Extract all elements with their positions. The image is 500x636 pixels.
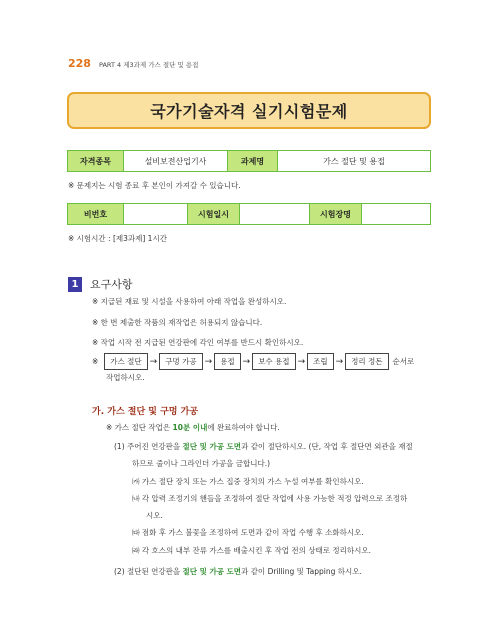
bullet-item: ※ 작업 시작 전 지급된 연강판에 각인 여부를 반드시 확인하시오. bbox=[92, 338, 304, 347]
item-2 bbox=[114, 566, 362, 577]
exam-date-field[interactable] bbox=[240, 204, 310, 225]
arrow-right-icon: → bbox=[335, 356, 344, 367]
arrow-right-icon: → bbox=[204, 356, 213, 367]
sub-item: ㈏ 각 압력 조정기의 핸들을 조정하여 절단 작업에 사용 가능한 적정 압력으로 조정하 bbox=[132, 494, 408, 503]
note-take-home: ※ 문제지는 시험 종료 후 본인이 가져갈 수 있습니다. bbox=[68, 181, 241, 190]
page-header bbox=[68, 57, 198, 70]
item-1 bbox=[114, 441, 413, 452]
drawing-reference-highlight: 절단 및 가공 도면 bbox=[182, 567, 242, 576]
task-label: 과제명 bbox=[228, 151, 278, 172]
exam-venue-label: 시험장명 bbox=[310, 204, 362, 225]
section-requirements bbox=[68, 276, 133, 292]
arrow-right-icon: → bbox=[297, 356, 306, 367]
qualification-label: 자격종목 bbox=[68, 151, 124, 172]
arrow-right-icon: → bbox=[242, 356, 251, 367]
work-sequence-flow bbox=[92, 353, 414, 370]
bullet-item: ※ 한 번 제출한 작품의 재작업은 허용되지 않습니다. bbox=[92, 318, 263, 327]
time-limit-highlight: 10분 이내 bbox=[172, 423, 208, 432]
flow-step: 정리 정돈 bbox=[345, 353, 388, 370]
seat-number-field[interactable] bbox=[124, 204, 188, 225]
sub-item: ㈐ 점화 후 가스 불꽃을 조정하여 도면과 같이 작업 수행 후 소화하시오. bbox=[132, 528, 364, 537]
page-number: 228 bbox=[68, 57, 91, 70]
flow-step: 구멍 가공 bbox=[159, 353, 202, 370]
item-text: 과 같이 Drilling 및 Tapping 하시오. bbox=[241, 567, 362, 576]
sub-item: ㈑ 각 호스의 내부 잔류 가스를 배출시킨 후 작업 전의 상태로 정리하시오. bbox=[132, 546, 371, 555]
subsection-title: 가. 가스 절단 및 구멍 가공 bbox=[92, 407, 199, 417]
time-limit-note bbox=[106, 422, 280, 433]
flow-suffix: 순서로 bbox=[392, 357, 415, 366]
time-note-text: ※ 가스 절단 작업은 bbox=[106, 423, 173, 432]
seat-number-label: 비번호 bbox=[68, 204, 124, 225]
exam-date-label: 시험일시 bbox=[188, 204, 240, 225]
flow-step: 조립 bbox=[307, 353, 334, 370]
section-number-badge: 1 bbox=[68, 277, 82, 292]
qualification-value: 설비보전산업기사 bbox=[124, 151, 228, 172]
exam-title: 국가기술자격 실기시험문제 bbox=[150, 102, 348, 121]
flow-prefix: ※ bbox=[92, 357, 99, 366]
drawing-reference-highlight: 절단 및 가공 도면 bbox=[182, 442, 242, 451]
exam-title-box bbox=[67, 92, 431, 129]
sub-item: ㈎ 가스 절단 장치 또는 가스 집중 장치의 가스 누설 여부를 확인하시오. bbox=[132, 477, 364, 486]
item-text: (1) 주어진 연강판을 bbox=[114, 442, 183, 451]
flow-step: 가스 절단 bbox=[104, 353, 147, 370]
candidate-id-table bbox=[67, 203, 431, 225]
time-note-text: 에 완료하여야 합니다. bbox=[207, 423, 280, 432]
sub-item-continuation: 시오. bbox=[146, 511, 163, 520]
item-1-line-2: 하므로 줄이나 그라인더 가공을 금합니다.) bbox=[132, 459, 271, 468]
flow-continuation: 작업하시오. bbox=[106, 373, 145, 382]
flow-step: 보수 용접 bbox=[252, 353, 295, 370]
flow-step: 용접 bbox=[214, 353, 241, 370]
bullet-item: ※ 지급된 재료 및 시설을 사용하여 아래 작업을 완성하시오. bbox=[92, 297, 287, 306]
item-text: 과 같이 절단하시오. (단, 작업 후 절단면 외관을 재절 bbox=[241, 442, 413, 451]
part-label: PART 4 제3과제 가스 절단 및 용접 bbox=[98, 61, 199, 69]
arrow-right-icon: → bbox=[149, 356, 158, 367]
qualification-table bbox=[67, 150, 431, 172]
exam-venue-field[interactable] bbox=[362, 204, 431, 225]
task-value: 가스 절단 및 용접 bbox=[278, 151, 431, 172]
item-text: (2) 절단된 연강판을 bbox=[114, 567, 183, 576]
section-title: 요구사항 bbox=[90, 278, 133, 291]
note-exam-time: ※ 시험시간 : [제3과제] 1시간 bbox=[68, 234, 167, 243]
